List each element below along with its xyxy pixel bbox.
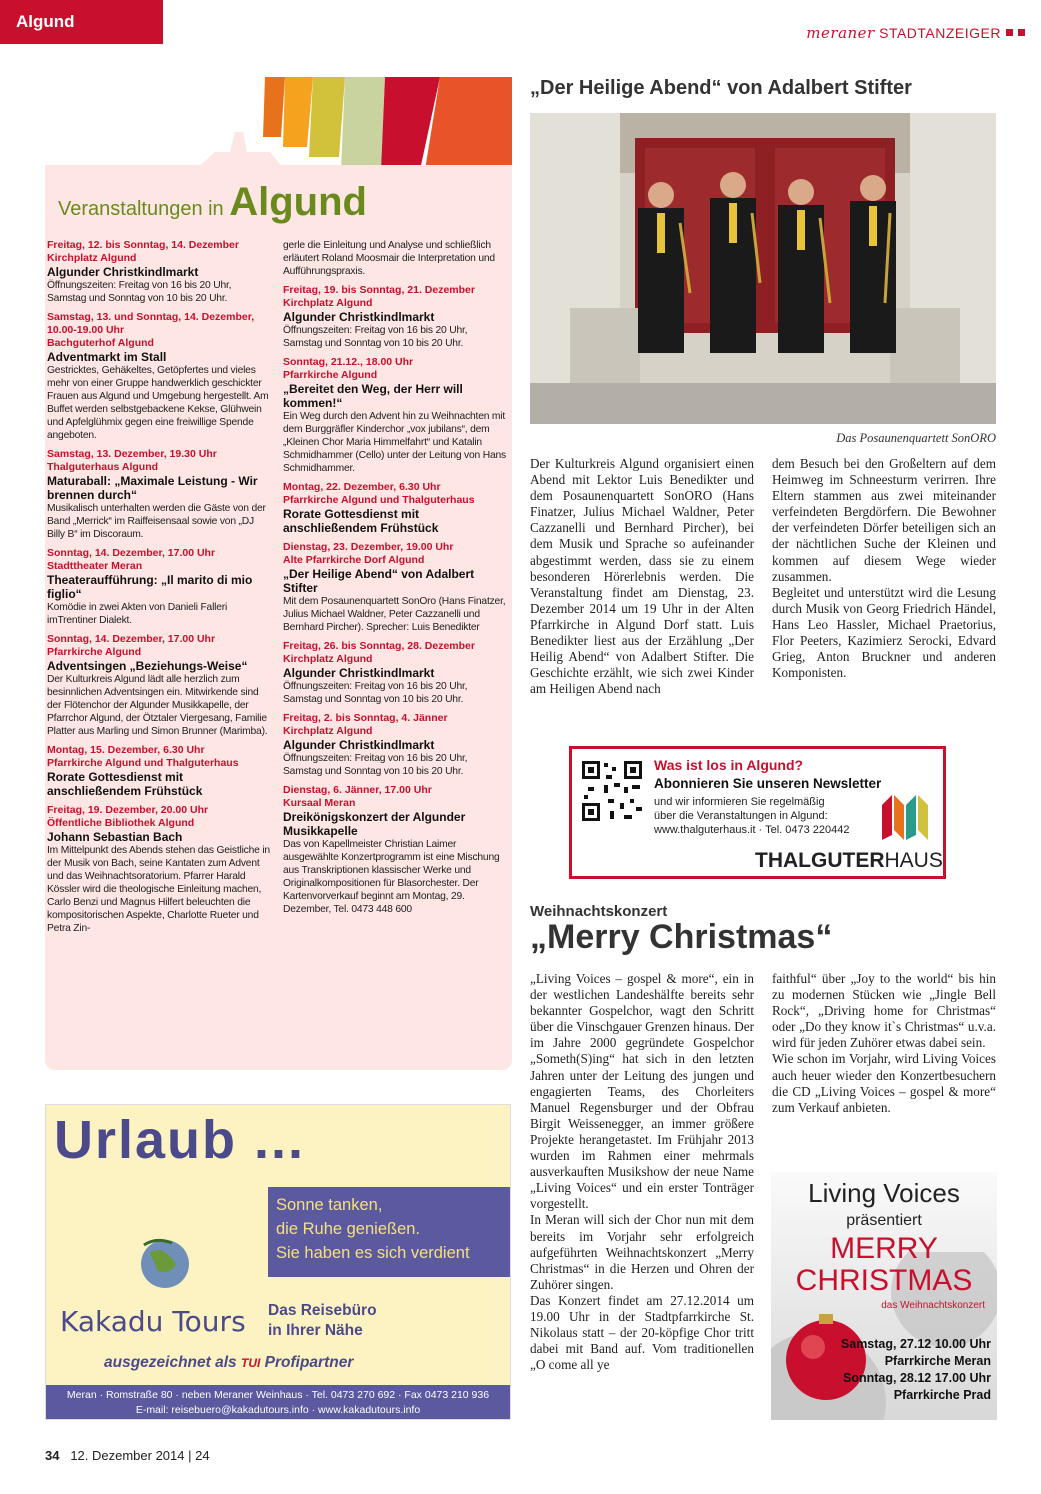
event-place: Öffentliche Bibliothek Algund [47,817,195,829]
event-place: Alte Pfarrkirche Dorf Algund [283,554,425,566]
newsletter-text: und wir informieren Sie regelmäßig über die Veranstaltungen in Algund: www.thalguterhaus.it · Tel. 0473 220442 [654,796,850,836]
ad-slogan-box: Sonne tanken, die Ruhe genießen. Sie haben es sich verdient [268,1187,510,1277]
article2-kicker: Weihnachtskonzert [530,903,668,920]
ad-award: ausgezeichnet als TUI Profipartner [104,1354,354,1371]
event-title: Rorate Gottesdienst mit anschließendem Frühstück [47,770,203,798]
events-column-left [47,239,272,941]
event-date: Freitag, 19. Dezember, 20.00 Uhr [47,804,209,816]
poster-christmas: CHRISTMAS [795,1264,973,1297]
event-item [47,239,272,305]
masthead-square [1006,29,1013,36]
event-item [283,640,508,706]
article1-column-2: dem Besuch bei den Großeltern auf dem Heimweg im Schneesturm verirren. Ihre Eltern stammen aus zwei miteinander verfeindeten Bergdörfern. Die Bewohner der verfeindeten Dörfer beteiligen sich an der nächtlichen Suche der Kleinen und kommen auf diesem Wege wieder zusammen. Begleitet und unterstützt wird die Lesung durch Musik von Georg Friedrich Händel, Hans Leo Hassler, Michael Praetorius, Flor Peeters, Kazimierz Serocki, Edvard Grieg, Anton Bruckner und anderen Komponisten. [772,456,996,681]
poster-subtitle: das Weihnachtskonzert [881,1300,985,1311]
event-text: Im Mittelpunkt des Abends stehen das Geistliche in der Musik von Bach, seine Kantaten zum Advent und das Weihnachtsoratorium. Pfarrer Harald Kössler wird die theologische Einleitung machen, Carlo Benzi und Magnus Hilfert beleuchten die kompositorischen Aspekte, Charlotte Rueter und Petra Zin- [47,845,270,934]
event-item [283,712,508,778]
newsletter-box [569,746,946,879]
poster-merry: MERRY [830,1232,938,1265]
event-item [283,481,508,535]
event-item [283,356,508,475]
event-text: Komödie in zwei Akten von Danieli Falleri imTrentiner Dialekt. [47,602,228,626]
event-text: Mit dem Posaunenquartett SonOro (Hans Finatzer, Julius Michael Waldner, Peter Cazzanelli und Bernhard Pircher). Sprecher: Luis Benedikter [283,596,506,633]
event-date: Montag, 15. Dezember, 6.30 Uhr [47,744,205,756]
section-tab: Algund [0,0,163,44]
event-item [47,744,272,798]
event-place: Kursaal Meran [283,797,356,809]
event-place: Thalguterhaus Algund [47,461,159,473]
event-date: Sonntag, 14. Dezember, 17.00 Uhr [47,633,216,645]
masthead-square [1018,29,1025,36]
quartet-photo [530,113,996,424]
event-item [47,311,272,442]
event-item [47,448,272,541]
page-number: 34 [45,1448,60,1463]
ad-contact-link[interactable]: E-mail: reisebuero@kakadutours.info · www.kakadutours.info [135,1404,421,1416]
poster-dates: Samstag, 27.12 10.00 Uhr Pfarrkirche Meran Sonntag, 28.12 17.00 Uhr Pfarrkirche Prad [840,1337,991,1402]
event-item [283,784,508,916]
newsletter-subtitle: Abonnieren Sie unseren Newsletter [654,776,882,791]
event-title: Johann Sebastian Bach [47,830,183,844]
event-text: Öffnungszeiten: Freitag von 16 bis 20 Uhr, Samstag und Sonntag von 10 bis 20 Uhr. [283,681,468,705]
event-item [47,804,272,935]
event-title: Algunder Christkindlmarkt [283,738,435,752]
ad-near: Das Reisebüro in Ihrer Nähe [268,1302,377,1339]
concert-poster [771,1172,997,1420]
event-title: Dreikönigskonzert der Algunder Musikkapelle [283,810,466,838]
event-title: Rorate Gottesdienst mit anschließendem Frühstück [283,507,439,535]
event-date: Dienstag, 23. Dezember, 19.00 Uhr [283,541,454,553]
event-text: Der Kulturkreis Algund lädt alle herzlich zum besinnlichen Adventsingen ein. Mitwirkende sind der Flötenchor der Algunder Musikkapelle, der Pfarrchor Algund, der Ötztaler Viergesang, Familie Platter aus Marling und Simon Brunner (Marimba). [47,674,268,737]
event-title: Algunder Christkindlmarkt [283,666,435,680]
event-title: Maturaball: „Maximale Leistung - Wir brennen durch“ [47,474,258,502]
article2-column-2: faithful“ über „Joy to the world“ bis hin zu modernen Stücken wie „Jingle Bell Rock“, „Driving home for Christmas“ oder „Do they know it`s Christmas“ u.v.a. wird für jeden Zuhörer etwas dabei sein. Wie schon im Vorjahr, wird Living Voices auch heuer wieder den Konzertbesuchern die CD „Living Voices – gospel & more“ zum Verkauf anbieten. [772,971,996,1115]
event-text: Öffnungszeiten: Freitag von 16 bis 20 Uhr, Samstag und Sonntag von 10 bis 20 Uhr. [283,325,468,349]
event-place: Pfarrkirche Algund [47,646,142,658]
event-text: gerle die Einleitung und Analyse und schließlich erläutert Roland Moosmair die Interpretation und Aufführungspraxis. [283,240,495,277]
tui-logo-icon: TUI [240,1356,261,1370]
issue-date: 12. Dezember 2014 | 24 [70,1448,210,1463]
event-place: Pfarrkirche Algund [283,369,378,381]
globe-icon [136,1235,194,1293]
event-date: Freitag, 19. bis Sonntag, 21. Dezember [283,284,475,296]
event-text: Öffnungszeiten: Freitag von 16 bis 20 Uhr, Samstag und Sonntag von 10 bis 20 Uhr. [47,280,232,304]
poster-presents: präsentiert [846,1212,922,1229]
travel-ad[interactable] [45,1104,511,1420]
event-place: Kirchplatz Algund [283,297,373,309]
event-title: Adventmarkt im Stall [47,350,167,364]
event-title: Algunder Christkindlmarkt [283,310,435,324]
newsletter-link[interactable]: www.thalguterhaus.it · Tel. 0473 220442 [654,824,850,836]
ad-headline: Urlaub ... [54,1110,306,1170]
qr-code-icon[interactable] [580,759,644,823]
thalguterhaus-logo-icon [882,795,937,840]
event-item [283,284,508,350]
event-date: Montag, 22. Dezember, 6.30 Uhr [283,481,441,493]
event-place: Stadttheater Meran [47,560,143,572]
event-place: Pfarrkirche Algund und Thalguterhaus [47,757,239,769]
event-date: Dienstag, 6. Jänner, 17.00 Uhr [283,784,432,796]
event-date: Freitag, 2. bis Sonntag, 4. Jänner [283,712,448,724]
event-title: Algunder Christkindlmarkt [47,265,199,279]
ad-address-bar: Meran · Romstraße 80 · neben Meraner Weinhaus · Tel. 0473 270 692 · Fax 0473 210 936 E-mail: reisebuero@kakadutours.info · www.kakadutours.info [46,1385,510,1419]
event-date: Freitag, 26. bis Sonntag, 28. Dezember [283,640,475,652]
event-title: Adventsingen „Beziehungs-Weise“ [47,659,248,673]
event-item [47,633,272,738]
event-text: Öffnungszeiten: Freitag von 16 bis 20 Uhr, Samstag und Sonntag von 10 bis 20 Uhr. [283,753,468,777]
event-title: „Der Heilige Abend“ von Adalbert Stifter [283,567,475,595]
event-date: Sonntag, 21.12., 18.00 Uhr [283,356,414,368]
event-date: Freitag, 12. bis Sonntag, 14. Dezember [47,239,239,251]
event-text: Ein Weg durch den Advent hin zu Weihnachten mit dem Burggräfler Kinderchor „vox jubilans“, dem „Kleinen Chor Maria Himmelfahrt“ und Katalin Schmidhammer (Cello) unter der Leitung von Hans Schmidhammer. [283,411,506,474]
ad-brand: Kakadu Tours [60,1305,246,1338]
event-title: „Bereitet den Weg, der Herr will kommen!“ [283,382,463,410]
thalguterhaus-logo: THALGUTERHAUS [755,849,943,872]
events-column-right [283,239,508,922]
poster-title: Living Voices [808,1178,960,1208]
header-graphic [45,77,512,170]
masthead: meraner STADTANZEIGER [806,24,1001,42]
event-date: Samstag, 13. Dezember, 19.30 Uhr [47,448,217,460]
article1-column-1: Der Kulturkreis Algund organisiert einen Abend mit Lektor Luis Benedikter und dem Posaunenquartett SonORO (Hans Finatzer, Julius Michael Waldner, Peter Cazzanelli und Bernhard Pircher), bei dem Musik und Sprache so aufeinander abgestimmt werden, dass sie zu einem besonderen Hörerlebnis werden. Die Veranstaltung findet am Dienstag, 23. Dezember 2014 um 19 Uhr in der Alten Pfarrkirche in Algund Dorf statt. Luis Benedikter liest aus der Erzählung „Der Heilig Abend“ von Adalbert Stifter. Die Geschichte erzählt, wie sich zwei Kinder am Heiligen Abend nach [530,456,754,697]
article-title: „Der Heilige Abend“ von Adalbert Stifter [530,77,912,99]
event-place: Pfarrkirche Algund und Thalguterhaus [283,494,475,506]
event-place: Kirchplatz Algund [283,653,373,665]
event-place: Kirchplatz Algund [47,252,137,264]
event-place: Bachguterhof Algund [47,337,154,349]
article2-title: „Merry Christmas“ [530,918,833,956]
page-footer [45,1448,210,1463]
events-header: Veranstaltungen in Algund [58,180,367,224]
event-date: Sonntag, 14. Dezember, 17.00 Uhr [47,547,216,559]
event-text: Gestricktes, Gehäkeltes, Getöpfertes und vieles mehr von einer Gruppe handwerklich geschickter Frauen aus Algund und Umgebung hergestellt. Am Buffet werden selbstgebackene Kekse, Glühwein und Apfelglühmix gegen eine freiwillige Spende angeboten. [47,365,269,441]
photo-image [530,113,996,424]
event-text: Musikalisch unterhalten werden die Gäste von der Band „Merrick“ im Raiffeisensaal sowie von „DJ Billy B“ im Discoraum. [47,503,266,540]
event-item [283,541,508,634]
event-item [47,547,272,627]
event-title: Theateraufführung: „Il marito di mio figlio“ [47,573,253,601]
newsletter-title: Was ist los in Algund? [654,757,804,773]
event-date: Samstag, 13. und Sonntag, 14. Dezember, 10.00-19.00 Uhr [47,311,255,336]
event-text: Das von Kapellmeister Christian Laimer ausgewählte Konzertprogramm ist eine Mischung aus Transkriptionen klassischer Werke und Originalkompositionen für Blasorchester. Der Kartenvorverkauf beginnt am Montag, 29. Dezember, Tel. 0473 448 600 [283,839,500,915]
event-place: Kirchplatz Algund [283,725,373,737]
article2-column-1: „Living Voices – gospel & more“, ein in der westlichen Landeshälfte bereits sehr bekannter Gospelchor, wagt den Schritt über die Vinschgauer Grenzen hinaus. Der im Jahre 2000 gegründete Gospelchor „Someth(S)ing“ hat sich in den letzten Jahren unter der Leitung des jungen und engagierten Teams, des Chorleiters Manuel Regensburger und der Obfrau Birgit Weissenegger, an immer größere Projekte herangetastet. Im Frühjahr 2013 wurden im Rahmen einer mehrmals ausverkauften Musikshow der neue Name „Living Voices“ und ein erster Tonträger vorgestellt. In Meran will sich der Chor nun mit dem bereits im Vorjahr sehr erfolgreich aufgeführten Weihnachtskonzert „Merry Christmas“ in die Herzen und Ohren der Zuhörer singen. Das Konzert findet am 27.12.2014 um 19.00 Uhr in der Stadtpfarrkirche St. Nikolaus statt – der 20-köpfige Chor tritt dabei mit Band auf. Vom traditionellen „O come all ye [530,971,754,1373]
photo-caption: Das Posaunenquartett SonORO [836,431,996,445]
